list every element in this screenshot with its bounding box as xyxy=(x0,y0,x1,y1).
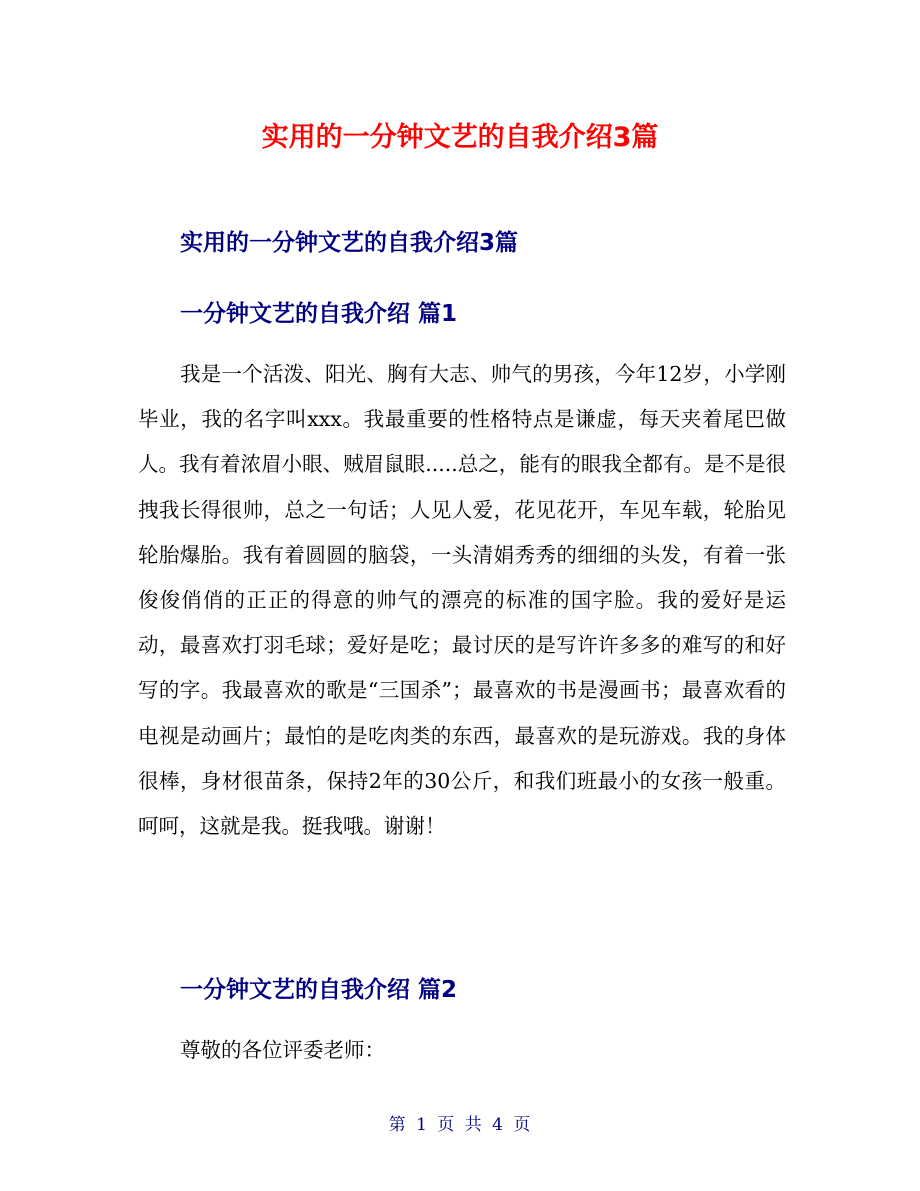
section-paragraph-part2: 尊敬的各位评委老师： xyxy=(180,1038,385,1062)
page-footer: 第 1 页 共 4 页 xyxy=(388,1115,532,1135)
section-heading-part2: 一分钟文艺的自我介绍 篇2 xyxy=(180,977,458,1003)
section-paragraph-part1: 我是一个活泼、阳光、胸有大志、帅气的男孩，今年12岁，小学刚毕业，我的名字叫xxx。我最重要的性格特点是谦虚，每天夹着尾巴做人。我有着浓眉小眼、贼眉鼠眼.....总之，能有的眼我全都有。是不是很拽我长得很帅，总之一句话；人见人爱，花见花开，车见车载，轮胎见轮胎爆胎。我有着圆圆的脑袋，一头清娟秀秀的细细的头发，有着一张俊俊俏俏的正正的得意的帅气的漂亮的标准的国字脸。我的爱好是运动，最喜欢打羽毛球；爱好是吃；最讨厌的是写许许多多的难写的和好写的字。我最喜欢的歌是“三国杀”；最喜欢的书是漫画书；最喜欢看的电视是动画片；最怕的是吃肉类的东西，最喜欢的是玩游戏。我的身体很棒，身材很苗条，保持2年的30公斤，和我们班最小的女孩一般重。呵呵，这就是我。挺我哦。谢谢！ xyxy=(138,362,786,839)
section-heading-part1: 一分钟文艺的自我介绍 篇1 xyxy=(180,301,458,327)
main-heading: 实用的一分钟文艺的自我介绍3篇 xyxy=(180,230,519,256)
document-title: 实用的一分钟文艺的自我介绍3篇 xyxy=(261,122,659,153)
